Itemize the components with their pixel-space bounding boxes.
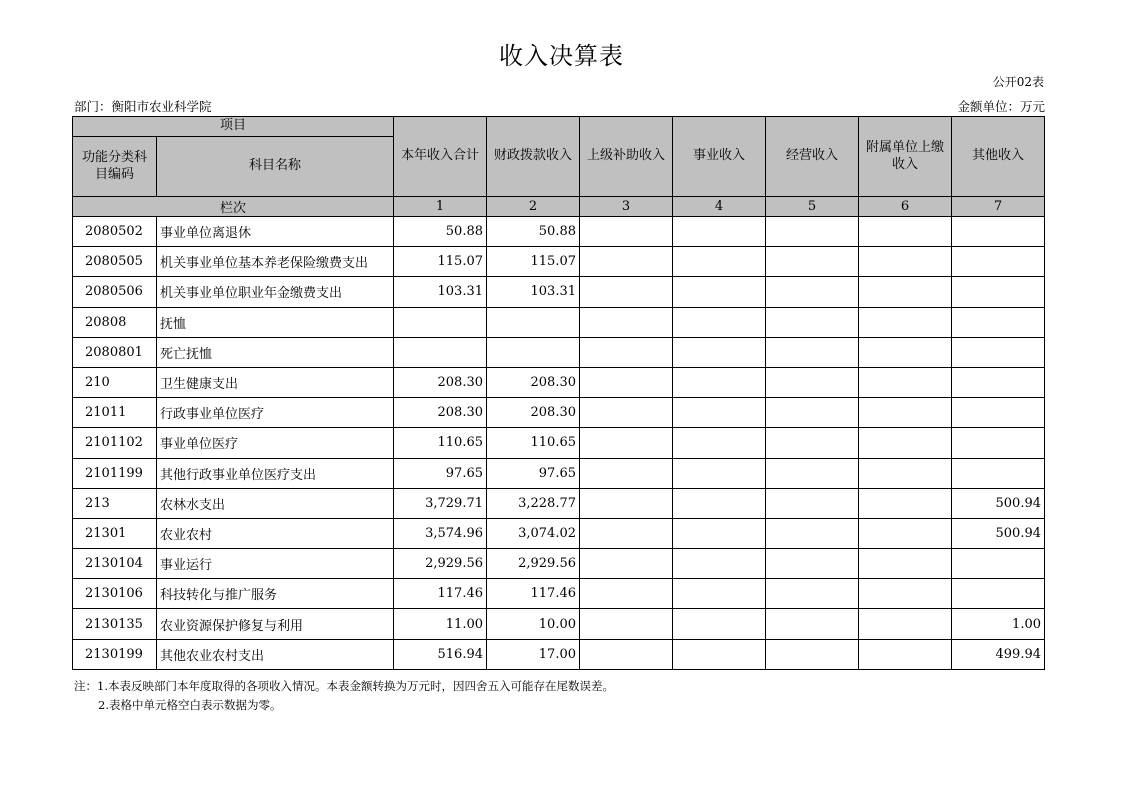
cell-value [580,247,673,277]
cell-value: 50.88 [487,217,580,247]
col-header-4: 事业收入 [673,117,766,197]
cell-value [952,247,1045,277]
cell-value: 97.65 [487,458,580,488]
col-header-3: 上级补助收入 [580,117,673,197]
cell-value [859,488,952,518]
table-row [73,549,1045,579]
cell-value [673,367,766,397]
cell-value [580,337,673,367]
cell-value: 3,228.77 [487,488,580,518]
cell-name: 其他行政事业单位医疗支出 [157,458,394,488]
table-row [73,247,1045,277]
cell-value [394,307,487,337]
cell-value: 11.00 [394,609,487,639]
cell-value [673,518,766,548]
cell-value [952,458,1045,488]
cell-value [859,579,952,609]
cell-code: 2101102 [73,428,157,458]
cell-value: 117.46 [394,579,487,609]
cell-value [859,609,952,639]
cell-value: 208.30 [487,398,580,428]
cell-value [952,549,1045,579]
cell-value [952,428,1045,458]
cell-code: 2080801 [73,337,157,367]
cell-value [673,217,766,247]
cell-value [859,367,952,397]
column-number: 7 [952,197,1045,217]
cell-value [580,458,673,488]
cell-value: 3,729.71 [394,488,487,518]
cell-value: 1.00 [952,609,1045,639]
cell-value [766,367,859,397]
cell-value [580,398,673,428]
table-row [73,307,1045,337]
col-header-5: 经营收入 [766,117,859,197]
cell-value [673,398,766,428]
cell-value [952,398,1045,428]
cell-value: 208.30 [394,398,487,428]
cell-value [859,549,952,579]
cell-name: 科技转化与推广服务 [157,579,394,609]
cell-value [859,307,952,337]
col-header-code: 功能分类科目编码 [73,137,157,197]
cell-code: 2101199 [73,458,157,488]
cell-value [580,579,673,609]
cell-value [859,428,952,458]
cell-value [766,488,859,518]
col-header-name: 科目名称 [157,137,394,197]
cell-value [859,398,952,428]
cell-value: 500.94 [952,488,1045,518]
table-row [73,217,1045,247]
table-row [73,337,1045,367]
cell-value: 10.00 [487,609,580,639]
cell-value [673,247,766,277]
cell-name: 其他农业农村支出 [157,639,394,669]
column-number: 2 [487,197,580,217]
cell-name: 农业资源保护修复与利用 [157,609,394,639]
cell-value: 115.07 [394,247,487,277]
col-header-2: 财政拨款收入 [487,117,580,197]
cell-value [766,277,859,307]
table-row [73,518,1045,548]
cell-value [859,518,952,548]
table-row [73,428,1045,458]
cell-value [859,639,952,669]
cell-value [952,579,1045,609]
cell-code: 2130104 [73,549,157,579]
cell-value: 117.46 [487,579,580,609]
cell-value: 97.65 [394,458,487,488]
table-row [73,579,1045,609]
cell-value [766,609,859,639]
cell-value [673,277,766,307]
cell-value [580,367,673,397]
cell-value: 2,929.56 [487,549,580,579]
cell-code: 210 [73,367,157,397]
cell-value [580,217,673,247]
cell-value: 500.94 [952,518,1045,548]
cell-value: 50.88 [394,217,487,247]
cell-value: 3,574.96 [394,518,487,548]
table-row [73,367,1045,397]
column-numbers-label: 栏次 [73,197,394,217]
page-title: 收入决算表 [499,42,624,70]
col-header-1: 本年收入合计 [394,117,487,197]
group-header-project: 项目 [73,117,394,137]
col-header-7: 其他收入 [952,117,1045,197]
cell-value [766,217,859,247]
col-header-6: 附属单位上缴收入 [859,117,952,197]
cell-value [580,549,673,579]
cell-value [766,337,859,367]
cell-code: 2130199 [73,639,157,669]
cell-value [859,458,952,488]
cell-value [859,247,952,277]
cell-name: 行政事业单位医疗 [157,398,394,428]
amount-unit-label: 金额单位：万元 [957,99,1045,114]
cell-value [580,277,673,307]
column-number: 1 [394,197,487,217]
cell-value [580,488,673,518]
cell-code: 21011 [73,398,157,428]
cell-value: 208.30 [487,367,580,397]
cell-value [952,217,1045,247]
cell-name: 事业单位离退休 [157,217,394,247]
cell-name: 事业单位医疗 [157,428,394,458]
cell-value [766,518,859,548]
cell-value [673,488,766,518]
column-number: 3 [580,197,673,217]
cell-code: 213 [73,488,157,518]
cell-value [859,337,952,367]
cell-value [766,307,859,337]
cell-code: 2080505 [73,247,157,277]
cell-code: 21301 [73,518,157,548]
cell-value [766,247,859,277]
cell-value [766,398,859,428]
cell-value: 3,074.02 [487,518,580,548]
cell-value [952,337,1045,367]
cell-value: 2,929.56 [394,549,487,579]
cell-value [487,307,580,337]
footnotes [74,677,614,715]
cell-value [580,609,673,639]
cell-value [673,307,766,337]
cell-value [394,337,487,367]
table-row [73,398,1045,428]
cell-value [766,579,859,609]
table-row [73,458,1045,488]
cell-value [952,277,1045,307]
cell-value [766,458,859,488]
cell-value [952,307,1045,337]
cell-value: 110.65 [394,428,487,458]
cell-value [952,367,1045,397]
cell-code: 2080502 [73,217,157,247]
cell-value: 208.30 [394,367,487,397]
table-row [73,609,1045,639]
cell-name: 机关事业单位职业年金缴费支出 [157,277,394,307]
cell-value: 115.07 [487,247,580,277]
cell-value [673,458,766,488]
cell-code: 20808 [73,307,157,337]
cell-value: 499.94 [952,639,1045,669]
cell-name: 卫生健康支出 [157,367,394,397]
cell-value [580,428,673,458]
cell-name: 抚恤 [157,307,394,337]
cell-name: 事业运行 [157,549,394,579]
table-row [73,639,1045,669]
cell-name: 农林水支出 [157,488,394,518]
cell-value [673,579,766,609]
cell-value [487,337,580,367]
department-label: 部门：衡阳市农业科学院 [74,99,212,114]
cell-value: 516.94 [394,639,487,669]
income-table [72,116,1045,670]
cell-value: 103.31 [394,277,487,307]
cell-name: 机关事业单位基本养老保险缴费支出 [157,247,394,277]
cell-value [673,337,766,367]
cell-value [766,549,859,579]
cell-value [580,307,673,337]
column-number: 6 [859,197,952,217]
footnote-1: 注：1.本表反映部门本年度取得的各项收入情况。本表金额转换为万元时，因四舍五入可能存在尾数误差。 [74,679,614,693]
cell-code: 2130106 [73,579,157,609]
cell-value [580,518,673,548]
footnote-2: 2.表格中单元格空白表示数据为零。 [98,698,282,712]
table-row [73,488,1045,518]
cell-value [766,428,859,458]
cell-value [673,428,766,458]
form-code: 公开02表 [992,75,1044,89]
cell-name: 死亡抚恤 [157,337,394,367]
cell-value [859,277,952,307]
cell-value [673,609,766,639]
column-number: 5 [766,197,859,217]
cell-value: 103.31 [487,277,580,307]
cell-value: 110.65 [487,428,580,458]
cell-code: 2080506 [73,277,157,307]
cell-name: 农业农村 [157,518,394,548]
cell-value [673,639,766,669]
cell-value [859,217,952,247]
cell-value [580,639,673,669]
cell-value [766,639,859,669]
cell-value: 17.00 [487,639,580,669]
column-number: 4 [673,197,766,217]
cell-code: 2130135 [73,609,157,639]
cell-value [673,549,766,579]
table-row [73,277,1045,307]
